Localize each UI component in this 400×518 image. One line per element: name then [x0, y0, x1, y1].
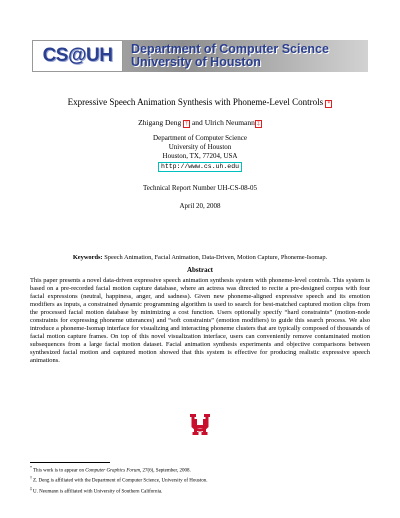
- title-footnote-link[interactable]: *: [327, 101, 331, 107]
- footnote-1-prefix: This work is to appear on: [33, 468, 86, 474]
- footnote-3-mark: ‡: [30, 485, 32, 491]
- footnote-3: [30, 486, 370, 496]
- authors-line: [0, 118, 400, 127]
- affiliation-block: [0, 134, 400, 172]
- department-url-link[interactable]: http://www.cs.uh.edu: [158, 162, 242, 172]
- author-first-footnote-link[interactable]: †: [185, 121, 189, 127]
- cs-uh-logo-text: CS@UH: [42, 45, 113, 66]
- author-second: Ulrich Neumann: [204, 118, 255, 127]
- keywords-label: Keywords:: [72, 254, 103, 261]
- author-first: Zhigang Deng: [138, 118, 182, 127]
- abstract-body: This paper presents a novel data-driven expressive speech animation synthesis system with phoneme-level controls. This system is based on a pre-recorded facial motion capture database, where an actress was directed to recite a pre-designed corpus with four facial expressions (neutral, happiness, anger, and sadness). Given new phoneme-aligned expressive speech and its emotion modifiers as inputs, a constrained dynamic programming algorithm is used to search for best-matched captured motion clips from the processed facial motion database by minimizing a cost function. Users optionally specify “hard constraints” (motion-node constraints for expressing phoneme utterances) and “soft constraints” (emotion modifiers) to guide this search process. We also introduce a phoneme-Isomap interface for visualizing and interacting phoneme clusters that are typically composed of thousands of facial motion capture frames. On top of this novel visualization interface, users can conveniently remove contaminated motion subsequences from a large facial motion dataset. Facial animation synthesis experiments and objective comparisons between synthesized facial motion and captured motion showed that this system is effective for producing realistic expressive speech animations.: [30, 277, 370, 365]
- keywords-line: [0, 254, 400, 261]
- affiliation-dept: Department of Computer Science: [153, 134, 247, 142]
- keywords-text: Speech Animation, Facial Animation, Data-Driven, Motion Capture, Phoneme-Isomap.: [104, 254, 328, 261]
- footnote-1: [30, 465, 370, 475]
- footnote-2-text: Z. Deng is affiliated with the Department of Computer Science, University of Houston.: [33, 479, 208, 485]
- author-second-footnote-link[interactable]: ‡: [256, 121, 260, 127]
- report-date: April 20, 2008: [179, 202, 221, 210]
- paper-title: Expressive Speech Animation Synthesis with Phoneme-Level Controls: [67, 97, 324, 107]
- footnote-2: [30, 475, 370, 485]
- report-number: Technical Report Number UH-CS-08-05: [142, 184, 257, 192]
- footnotes: [30, 462, 370, 496]
- paper-title-line: [0, 97, 400, 107]
- affiliation-address: Houston, TX, 77204, USA: [162, 152, 238, 161]
- uh-interlocking-logo: [187, 411, 213, 437]
- banner-department: Department of Computer Science: [131, 42, 329, 56]
- abstract-heading: Abstract: [186, 266, 214, 274]
- banner-university: University of Houston: [131, 55, 261, 69]
- footnote-1-mark: *: [30, 465, 32, 470]
- footnote-1-venue: Computer Graphics Forum: [85, 468, 140, 474]
- affiliation-univ: University of Houston: [168, 143, 232, 152]
- banner-text: [123, 40, 368, 72]
- footnote-3-text: U. Neumann is affiliated with University of Southern California.: [33, 489, 163, 495]
- footnote-rule: [30, 462, 110, 463]
- department-banner: [32, 40, 368, 72]
- footnote-1-suffix: , 27(6), September, 2008.: [139, 468, 191, 474]
- footnote-2-mark: †: [30, 475, 32, 481]
- cs-uh-logo: [32, 40, 123, 72]
- authors-joiner: and: [191, 118, 203, 127]
